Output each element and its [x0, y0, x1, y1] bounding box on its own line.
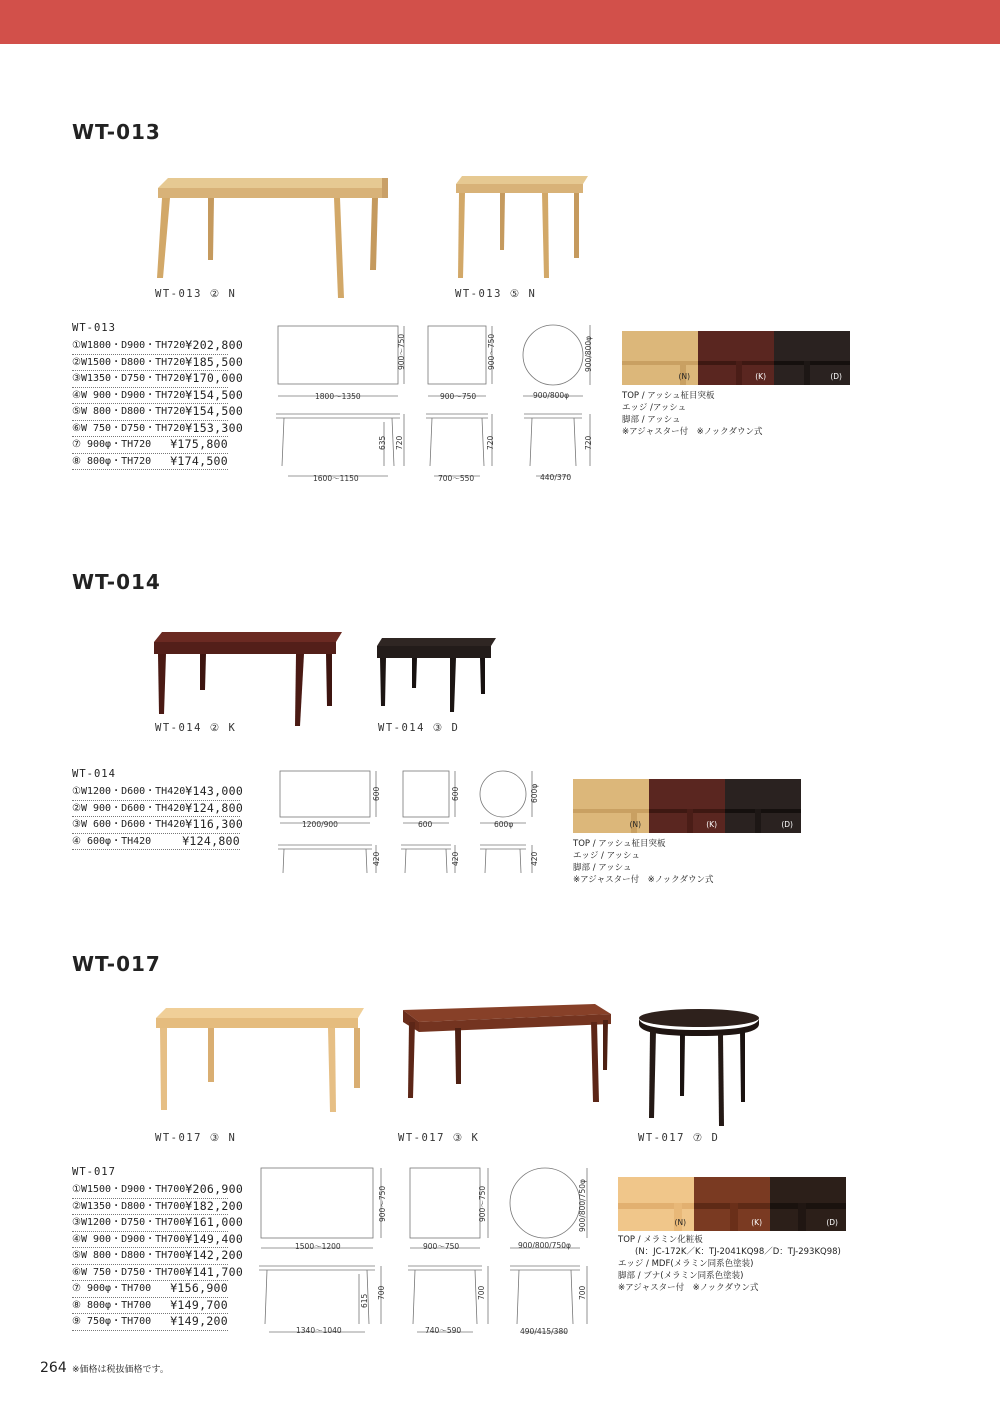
dim-label: 420	[451, 851, 460, 866]
dim-label: 900～750	[440, 392, 477, 401]
price-row: ⑦ 900φ・TH720 ¥175,800	[72, 437, 228, 454]
caption-wt017-3: WT-017 ⑦ D	[638, 1132, 720, 1144]
swatch-natural: (N)	[622, 331, 698, 385]
product-photo-wt017-n	[150, 1002, 370, 1117]
caption-wt014-1: WT-014 ② K	[155, 722, 237, 734]
dim-label: 615	[360, 1293, 369, 1308]
price-row: ②W1350・D800・TH700 ¥182,200	[72, 1199, 228, 1216]
caption-wt017-2: WT-017 ③ K	[398, 1132, 480, 1144]
dim-label: 900～750	[397, 333, 406, 370]
product-photo-wt014-small	[372, 636, 502, 716]
dim-label: 600φ	[530, 783, 539, 803]
price-row: ⑤W 800・D800・TH720 ¥154,500	[72, 404, 228, 421]
product-photo-wt017-d	[632, 1008, 767, 1133]
dim-label: 1500～1200	[295, 1242, 341, 1251]
price-list-wt017	[72, 1166, 244, 1331]
swatch-walnut: (K)	[698, 331, 774, 385]
dim-label: 600	[372, 786, 381, 801]
header-band	[0, 0, 1000, 44]
color-swatches-wt017	[618, 1177, 846, 1231]
dim-label: 900～750	[487, 333, 496, 370]
dim-label: 440/370	[540, 473, 572, 482]
dimension-drawings-wt013	[270, 318, 610, 493]
dim-label: 490/415/380	[520, 1327, 568, 1336]
swatch-natural: (N)	[618, 1177, 694, 1231]
materials-wt014: TOP / アッシュ柾目突板 エッジ / アッシュ 脚部 / アッシュ ※アジャスター付 ※ノックダウン式	[573, 839, 714, 885]
swatch-dark: (D)	[725, 779, 801, 833]
materials-wt013: TOP / アッシュ柾目突板 エッジ /アッシュ 脚部 / アッシュ ※アジャスター付 ※ノックダウン式	[622, 391, 763, 437]
dim-label: 720	[395, 435, 404, 450]
price-row: ④W 900・D900・TH700 ¥149,400	[72, 1232, 228, 1249]
dim-label: 600φ	[494, 820, 514, 829]
dim-label: 900～750	[423, 1242, 460, 1251]
dim-label: 900/800φ	[533, 391, 570, 400]
swatch-walnut: (K)	[694, 1177, 770, 1231]
caption-wt017-1: WT-017 ③ N	[155, 1132, 237, 1144]
price-row: ②W 900・D600・TH420 ¥124,800	[72, 801, 240, 818]
dim-label: 740～590	[425, 1326, 462, 1335]
caption-wt013-2: WT-013 ⑤ N	[455, 288, 537, 300]
dim-label: 700	[377, 1285, 386, 1300]
dimension-drawings-wt017	[255, 1162, 605, 1347]
dim-label: 635	[378, 435, 387, 450]
dim-label: 420	[372, 851, 381, 866]
price-row: ⑤W 800・D800・TH700 ¥142,200	[72, 1248, 228, 1265]
price-row: ①W1200・D600・TH420 ¥143,000	[72, 784, 240, 801]
price-row: ⑥W 750・D750・TH700 ¥141,700	[72, 1265, 228, 1282]
price-row: ④W 900・D900・TH720 ¥154,500	[72, 388, 228, 405]
product-photo-wt013-small	[450, 170, 595, 285]
price-list-title: WT-014	[72, 768, 116, 780]
dim-label: 900/800/750φ	[518, 1241, 571, 1250]
price-row: ③W1200・D750・TH700 ¥161,000	[72, 1215, 228, 1232]
price-row: ⑧ 800φ・TH700 ¥149,700	[72, 1298, 228, 1315]
dim-label: 900/800φ	[584, 335, 593, 372]
product-photo-wt014-large	[148, 630, 348, 730]
section-title-wt014: WT-014	[72, 570, 161, 594]
dim-label: 900～750	[378, 1185, 387, 1222]
tax-note: ※価格は税抜価格です。	[72, 1365, 169, 1375]
dim-label: 600	[451, 786, 460, 801]
dim-label: 700	[578, 1285, 587, 1300]
swatch-walnut: (K)	[649, 779, 725, 833]
caption-wt013-1: WT-013 ② N	[155, 288, 237, 300]
color-swatches-wt014	[573, 779, 801, 833]
price-row: ①W1500・D900・TH700 ¥206,900	[72, 1182, 228, 1199]
dim-label: 720	[486, 435, 495, 450]
price-row: ⑧ 800φ・TH720 ¥174,500	[72, 454, 228, 471]
swatch-dark: (D)	[770, 1177, 846, 1231]
swatch-dark: (D)	[774, 331, 850, 385]
dim-label: 720	[584, 435, 593, 450]
price-row: ①W1800・D900・TH720 ¥202,800	[72, 338, 228, 355]
price-list-wt014	[72, 768, 244, 850]
price-list-title: WT-013	[72, 322, 116, 334]
section-title-wt013: WT-013	[72, 120, 161, 144]
price-row: ⑨ 750φ・TH700 ¥149,200	[72, 1314, 228, 1331]
caption-wt014-2: WT-014 ③ D	[378, 722, 460, 734]
dim-label: 1200/900	[302, 820, 338, 829]
swatch-natural: (N)	[573, 779, 649, 833]
page-number: 264	[40, 1360, 67, 1376]
dim-label: 1600～1150	[313, 474, 359, 483]
dim-label: 1800～1350	[315, 392, 361, 401]
dim-label: 900～750	[478, 1185, 487, 1222]
dim-label: 1340～1040	[296, 1326, 342, 1335]
dim-label: 420	[530, 851, 539, 866]
dim-label: 600	[418, 820, 433, 829]
price-row: ⑦ 900φ・TH700 ¥156,900	[72, 1281, 228, 1298]
dim-label: 700～550	[438, 474, 475, 483]
price-row: ③W 600・D600・TH420 ¥116,300	[72, 817, 240, 834]
price-row: ④ 600φ・TH420 ¥124,800	[72, 834, 240, 851]
dim-label: 900/800/750φ	[578, 1179, 587, 1232]
materials-wt017: TOP / メラミン化粧板 (N：JC-172K／K：TJ-2041KQ98／D：TJ-293KQ98) エッジ / MDF(メラミン同系色塗装) 脚部 / ブナ(メラミン同系色塗装) ※アジャスター付 ※ノックダウン式	[618, 1235, 841, 1293]
product-photo-wt013-large	[150, 170, 400, 300]
price-row: ⑥W 750・D750・TH720 ¥153,300	[72, 421, 228, 438]
price-list-title: WT-017	[72, 1166, 116, 1178]
color-swatches-wt013	[622, 331, 850, 385]
price-row: ③W1350・D750・TH720 ¥170,000	[72, 371, 228, 388]
section-title-wt017: WT-017	[72, 952, 161, 976]
product-photo-wt017-k	[395, 1000, 620, 1115]
price-list-wt013	[72, 322, 244, 470]
price-row: ②W1500・D800・TH720 ¥185,500	[72, 355, 228, 372]
dim-label: 700	[477, 1285, 486, 1300]
